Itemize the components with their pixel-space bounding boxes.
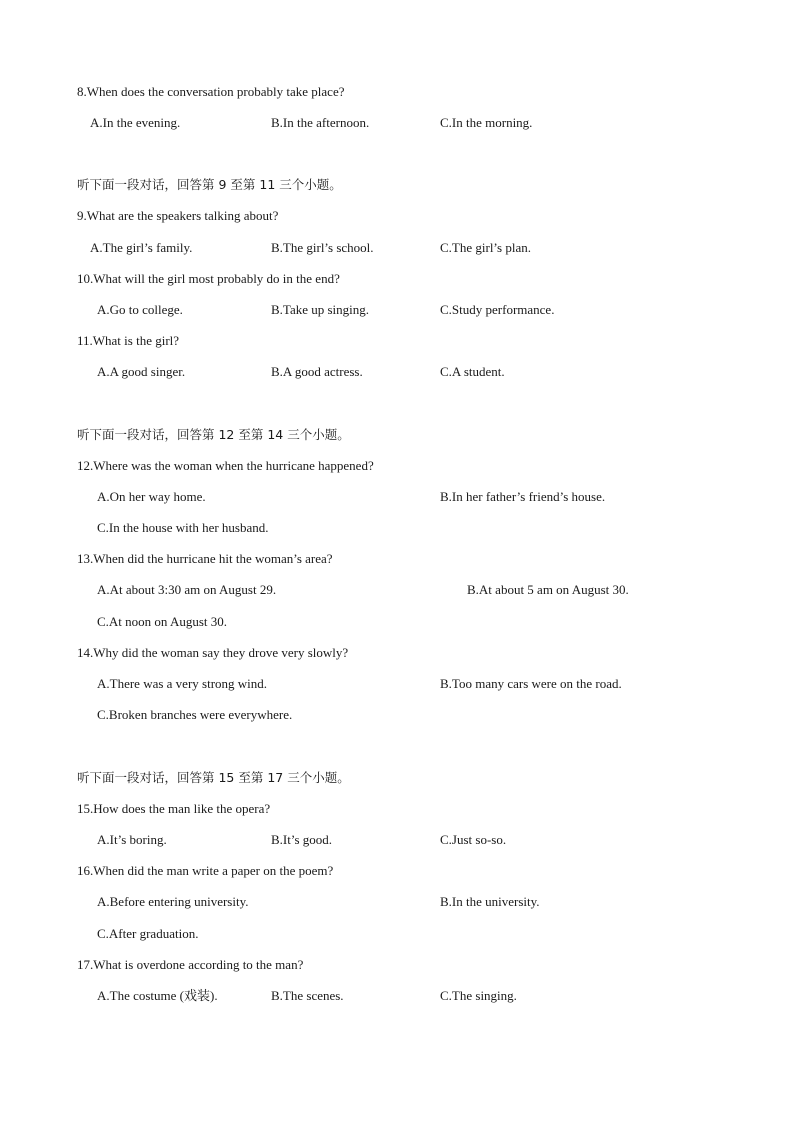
question-16-option-b: B.In the university. <box>440 894 540 909</box>
question-9-option-a: A.The girl’s family. <box>90 240 193 255</box>
question-12-option-b: B.In her father’s friend’s house. <box>440 489 606 504</box>
question-12-option-a: A.On her way home. <box>97 489 206 504</box>
question-12-option-c: C.In the house with her husband. <box>97 520 269 535</box>
question-13-option-b: B.At about 5 am on August 30. <box>467 582 629 597</box>
question-13-stem: 13.When did the hurricane hit the woman’s area? <box>77 551 333 566</box>
question-11-stem: 11.What is the girl? <box>77 333 180 348</box>
question-10-option-a: A.Go to college. <box>97 302 183 317</box>
question-8-option-c: C.In the morning. <box>440 115 533 130</box>
question-15-option-a: A.It’s boring. <box>97 832 167 847</box>
question-12-stem: 12.Where was the woman when the hurricane happened? <box>77 458 374 473</box>
question-8-option-a: A.In the evening. <box>90 115 181 130</box>
question-11-option-c: C.A student. <box>440 364 505 379</box>
question-13-option-a: A.At about 3:30 am on August 29. <box>97 582 277 597</box>
question-14-option-a: A.There was a very strong wind. <box>97 676 268 691</box>
question-15-option-b: B.It’s good. <box>271 832 333 847</box>
question-14-option-b: B.Too many cars were on the road. <box>440 676 622 691</box>
question-14-option-c: C.Broken branches were everywhere. <box>97 707 293 722</box>
question-11-option-a: A.A good singer. <box>97 364 186 379</box>
section-heading-1: 听下面一段对话，回答第 9 至第 11 三个小题。 <box>77 177 342 192</box>
question-17-option-c: C.The singing. <box>440 988 517 1003</box>
question-17-option-a: A.The costume (戏装). <box>97 988 218 1003</box>
question-9-option-c: C.The girl’s plan. <box>440 240 531 255</box>
question-15-option-c: C.Just so-so. <box>440 832 507 847</box>
question-10-option-c: C.Study performance. <box>440 302 555 317</box>
question-10-stem: 10.What will the girl most probably do in the end? <box>77 271 340 286</box>
question-11-option-b: B.A good actress. <box>271 364 363 379</box>
section-heading-2: 听下面一段对话，回答第 12 至第 14 三个小题。 <box>77 427 350 442</box>
question-15-stem: 15.How does the man like the opera? <box>77 801 271 816</box>
question-13-option-c: C.At noon on August 30. <box>97 614 228 629</box>
question-9-stem: 9.What are the speakers talking about? <box>77 208 279 223</box>
question-10-option-b: B.Take up singing. <box>271 302 370 317</box>
question-17-stem: 17.What is overdone according to the man? <box>77 957 304 972</box>
question-16-option-c: C.After graduation. <box>97 926 199 941</box>
question-14-stem: 14.Why did the woman say they drove very slowly? <box>77 645 349 660</box>
question-16-option-a: A.Before entering university. <box>97 894 249 909</box>
question-9-option-b: B.The girl’s school. <box>271 240 374 255</box>
section-heading-3: 听下面一段对话，回答第 15 至第 17 三个小题。 <box>77 770 350 785</box>
question-16-stem: 16.When did the man write a paper on the poem? <box>77 863 334 878</box>
question-17-option-b: B.The scenes. <box>271 988 344 1003</box>
question-8-stem: 8.When does the conversation probably take place? <box>77 84 345 99</box>
question-8-option-b: B.In the afternoon. <box>271 115 370 130</box>
